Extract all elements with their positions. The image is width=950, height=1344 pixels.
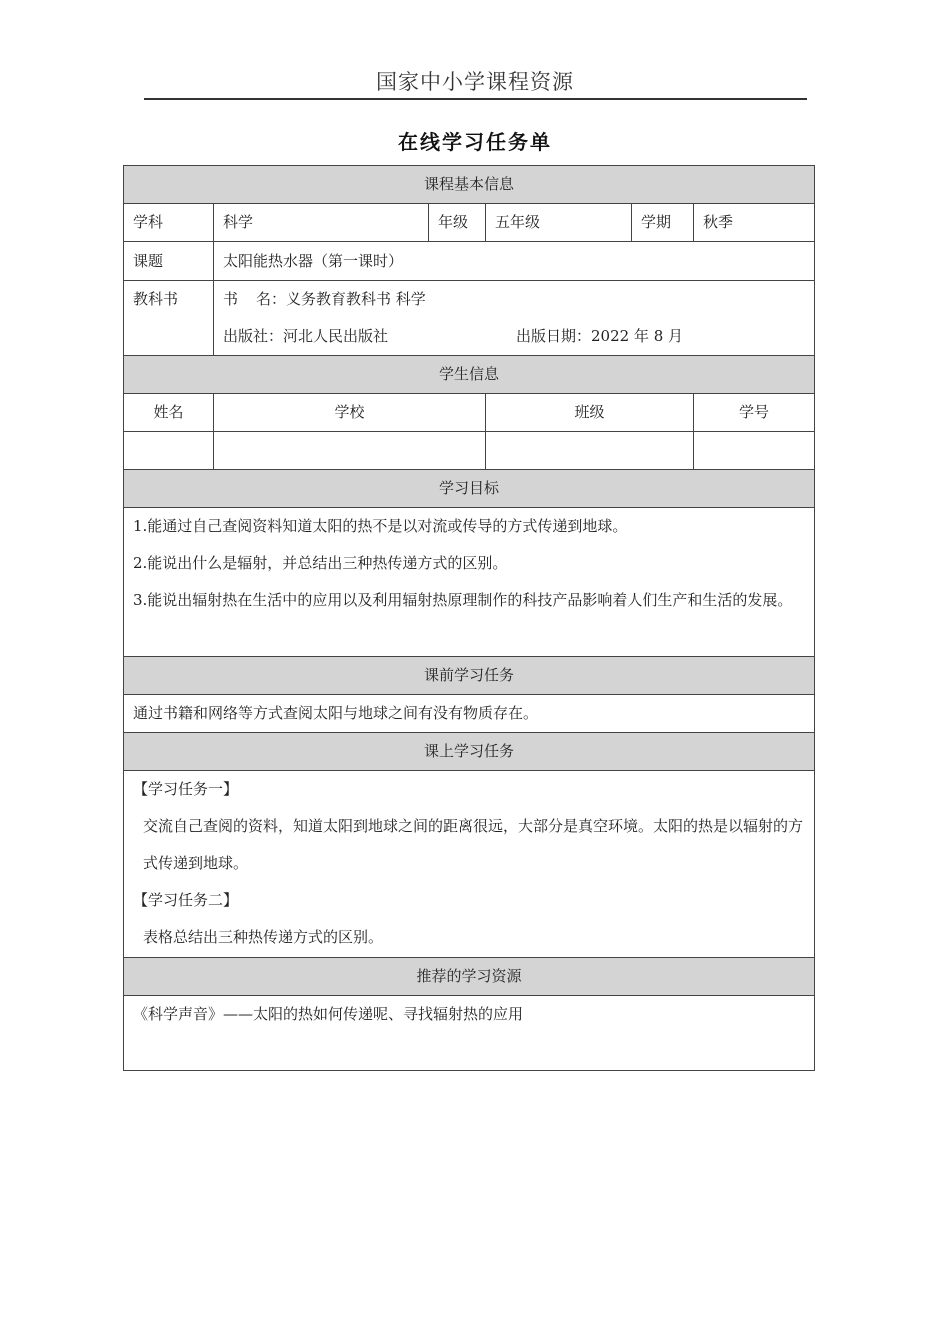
grade-value: 五年级 bbox=[486, 204, 632, 242]
in-class-content bbox=[124, 771, 815, 958]
student-class-header: 班级 bbox=[486, 394, 694, 432]
topic-row bbox=[124, 242, 815, 281]
textbook-label: 教科书 bbox=[124, 281, 214, 356]
pre-class-text: 通过书籍和网络等方式查阅太阳与地球之间有没有物质存在。 bbox=[124, 695, 815, 733]
course-info-header-row bbox=[124, 166, 815, 204]
in-class-section-title: 课上学习任务 bbox=[124, 733, 815, 771]
course-info-section-title: 课程基本信息 bbox=[124, 166, 815, 204]
objectives-content bbox=[124, 508, 815, 657]
task2-title: 【学习任务二】 bbox=[133, 891, 239, 909]
task1-title: 【学习任务一】 bbox=[133, 780, 239, 798]
document-title: 在线学习任务单 bbox=[398, 130, 552, 154]
student-info-section-title: 学生信息 bbox=[124, 356, 815, 394]
student-info-blank-row bbox=[124, 432, 815, 470]
task2-text: 表格总结出三种热传递方式的区别。 bbox=[143, 928, 384, 946]
grade-label: 年级 bbox=[429, 204, 486, 242]
page-header-title: 国家中小学课程资源 bbox=[376, 70, 574, 94]
objectives-content-row bbox=[124, 508, 815, 657]
term-label: 学期 bbox=[632, 204, 694, 242]
student-id-header: 学号 bbox=[694, 394, 815, 432]
term-value: 秋季 bbox=[694, 204, 815, 242]
resources-text: 《科学声音》——太阳的热如何传递呢、寻找辐射热的应用 bbox=[133, 1005, 524, 1023]
objectives-header-row bbox=[124, 470, 815, 508]
subject-value: 科学 bbox=[214, 204, 429, 242]
resources-section-title: 推荐的学习资源 bbox=[124, 958, 815, 996]
in-class-content-row bbox=[124, 771, 815, 958]
task1-text: 交流自己查阅的资料，知道太阳到地球之间的距离很远，大部分是真空环境。太阳的热是以辐射的方式传递到地球。 bbox=[143, 817, 804, 872]
topic-label: 课题 bbox=[124, 242, 214, 281]
student-name-header: 姓名 bbox=[124, 394, 214, 432]
pre-class-content-row bbox=[124, 695, 815, 733]
student-name-cell[interactable] bbox=[124, 432, 214, 470]
student-info-header-row bbox=[124, 356, 815, 394]
pre-class-section-title: 课前学习任务 bbox=[124, 657, 815, 695]
student-info-columns-row bbox=[124, 394, 815, 432]
publish-date-text: 出版日期：2022 年 8 月 bbox=[516, 327, 684, 345]
topic-value: 太阳能热水器（第一课时） bbox=[214, 242, 815, 281]
student-school-header: 学校 bbox=[214, 394, 486, 432]
publisher-text: 出版社：河北人民出版社 bbox=[223, 327, 389, 345]
textbook-row bbox=[124, 281, 815, 356]
book-name-value: 义务教育教科书 科学 bbox=[286, 290, 426, 308]
resources-content bbox=[124, 996, 815, 1071]
header-divider bbox=[144, 98, 807, 100]
in-class-header-row bbox=[124, 733, 815, 771]
resources-content-row bbox=[124, 996, 815, 1071]
objective-item: 3.能说出辐射热在生活中的应用以及利用辐射热原理制作的科技产品影响着人们生产和生活的发展。 bbox=[133, 591, 793, 609]
book-name-label: 书 bbox=[223, 290, 239, 308]
task-sheet-table bbox=[123, 165, 815, 1071]
book-name-label-2: 名： bbox=[256, 290, 287, 308]
objectives-section-title: 学习目标 bbox=[124, 470, 815, 508]
subject-label: 学科 bbox=[124, 204, 214, 242]
objective-item: 1.能通过自己查阅资料知道太阳的热不是以对流或传导的方式传递到地球。 bbox=[133, 517, 628, 535]
textbook-details bbox=[214, 281, 815, 356]
subject-row bbox=[124, 204, 815, 242]
student-class-cell[interactable] bbox=[486, 432, 694, 470]
student-id-cell[interactable] bbox=[694, 432, 815, 470]
pre-class-header-row bbox=[124, 657, 815, 695]
resources-header-row bbox=[124, 958, 815, 996]
objective-item: 2.能说出什么是辐射，并总结出三种热传递方式的区别。 bbox=[133, 554, 508, 572]
student-school-cell[interactable] bbox=[214, 432, 486, 470]
